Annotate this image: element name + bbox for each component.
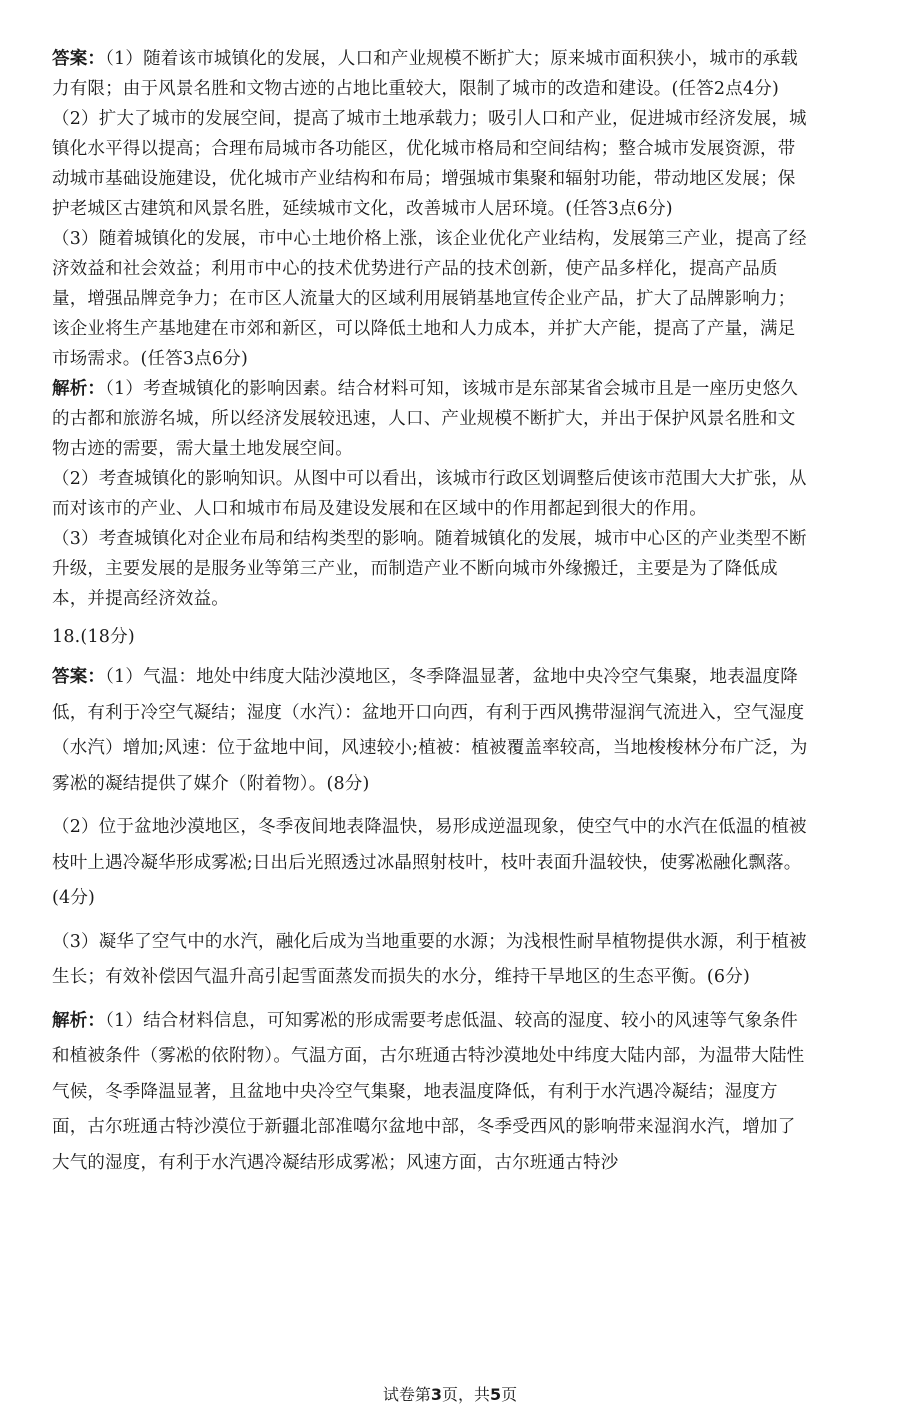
q17-analysis-1 (52, 374, 812, 464)
footer-pre: 试卷第 (382, 1385, 431, 1404)
answer-label: 答案： (52, 667, 106, 687)
q18-answer-1 (52, 660, 812, 802)
footer-total-pages: 5 (490, 1385, 502, 1404)
q18-answer-2: （2）位于盆地沙漠地区，冬季夜间地表降温快，易形成逆温现象，使空气中的水汽在低温的植被枝叶上遇冷凝华形成雾凇;日出后光照透过冰晶照射枝叶，枝叶表面升温较快，使雾凇融化飘落。(4分) (52, 817, 807, 908)
q18-analysis-1 (52, 1004, 812, 1182)
q18-header: 18.(18分) (52, 627, 135, 647)
q17-analysis-2: （2）考查城镇化的影响知识。从图中可以看出，该城市行政区划调整后使该市范围大大扩张，从而对该市的产业、人口和城市布局及建设发展和在区域中的作用都起到很大的作用。 (52, 469, 807, 519)
analysis-label: 解析： (52, 1010, 106, 1031)
q18-analysis-1-text: （1）结合材料信息，可知雾凇的形成需要考虑低温、较高的湿度、较小的风速等气象条件和植被条件（雾凇的依附物）。气温方面，古尔班通古特沙漠地处中纬度大陆内部，为温带大陆性气候，冬季降温显著，且盆地中央冷空气集聚，地表温度降低，有利于水汽遇冷凝结；湿度方面，古尔班通古特沙漠位于新疆北部准噶尔盆地中部，冬季受西风的影响带来湿润水汽，增加了大气的湿度，有利于水汽遇冷凝结形成雾凇；风速方面，古尔班通古特沙 (52, 1010, 805, 1173)
q17-analysis-1-text: （1）考查城镇化的影响因素。结合材料可知，该城市是东部某省会城市且是一座历史悠久的古都和旅游名城，所以经济发展较迅速，人口、产业规模不断扩大，并出于保护风景名胜和文物古迹的需要，需大量土地发展空间。 (52, 379, 798, 459)
q17-answer-1-text: （1）随着该市城镇化的发展，人口和产业规模不断扩大；原来城市面积狭小，城市的承载力有限；由于风景名胜和文物古迹的占地比重较大，限制了城市的改造和建设。(任答2点4分) (52, 49, 798, 99)
q18-answer-3: （3）凝华了空气中的水汽，融化后成为当地重要的水源；为浅根性耐旱植物提供水源，利于植被生长；有效补偿因气温升高引起雪面蒸发而损失的水分，维持干旱地区的生态平衡。(6分) (52, 931, 807, 987)
footer-post: 页 (501, 1385, 518, 1404)
analysis-label: 解析： (52, 379, 106, 399)
q17-answer-2: （2）扩大了城市的发展空间，提高了城市土地承载力；吸引人口和产业，促进城市经济发展，城镇化水平得以提高；合理布局城市各功能区，优化城市格局和空间结构；整合城市发展资源，带动城市基础设施建设，优化城市产业结构和布局；增强城市集聚和辐射功能，带动地区发展；保护老城区古建筑和风景名胜，延续城市文化，改善城市人居环境。(任答3点6分) (52, 109, 807, 219)
q18-answer-1-text: （1）气温：地处中纬度大陆沙漠地区，冬季降温显著，盆地中央冷空气集聚，地表温度降低，有利于冷空气凝结；湿度（水汽）：盆地开口向西，有利于西风携带湿润气流进入，空气湿度（水汽）增加;风速：位于盆地中间，风速较小;植被：植被覆盖率较高，当地梭梭林分布广泛，为雾凇的凝结提供了媒介（附着物）。(8分) (52, 667, 808, 794)
footer-page-number: 3 (430, 1385, 442, 1404)
q17-block (52, 44, 812, 614)
q18-block (52, 660, 812, 1181)
q17-answer-3: （3）随着城镇化的发展，市中心土地价格上涨，该企业优化产业结构，发展第三产业，提高了经济效益和社会效益；利用市中心的技术优势进行产品的技术创新，使产品多样化，提高产品质量，增强品牌竞争力；在市区人流量大的区域利用展销基地宣传企业产品，扩大了品牌影响力；该企业将生产基地建在市郊和新区，可以降低土地和人力成本，并扩大产能，提高了产量，满足市场需求。(任答3点6分) (52, 229, 807, 369)
q17-analysis-3: （3）考查城镇化对企业布局和结构类型的影响。随着城镇化的发展，城市中心区的产业类型不断升级，主要发展的是服务业等第三产业，而制造产业不断向城市外缘搬迁，主要是为了降低成本，并提高经济效益。 (52, 529, 807, 609)
page-footer (0, 1382, 900, 1405)
q17-answer-1 (52, 44, 812, 104)
page-content (52, 44, 812, 1181)
answer-label: 答案： (52, 49, 106, 69)
footer-mid: 页，共 (441, 1385, 490, 1404)
